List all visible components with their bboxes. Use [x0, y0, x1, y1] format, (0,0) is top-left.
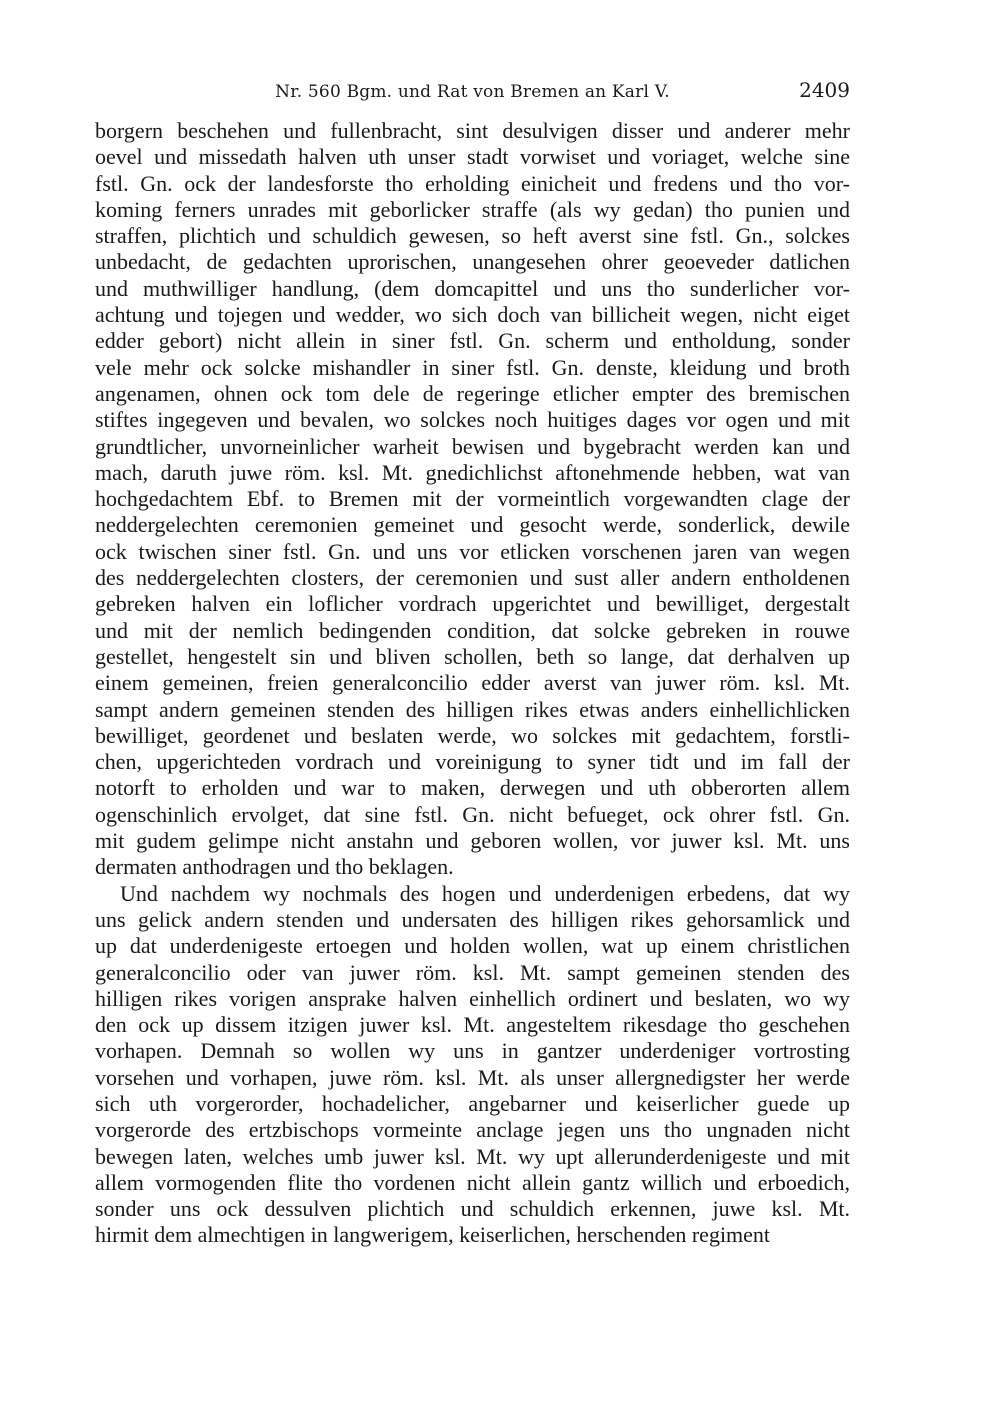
body-text	[95, 118, 850, 1249]
text-line: koming ferners unrades mit geborlicker straffe (als wy gedan) tho punien und	[95, 196, 850, 222]
text-line: edder gebort) nicht allein in siner fstl. Gn. scherm und entholdung, sonder	[95, 328, 850, 354]
text-line: straffen, plichtich und schuldich gewesen, so heft averst sine fstl. Gn., solckes	[95, 223, 850, 249]
text-line: uns gelick andern stenden und undersaten des hilligen rikes gehorsamlick und	[95, 906, 850, 932]
text-line: mach, daruth juwe röm. ksl. Mt. gnedichlichst aftonehmende hebben, wat van	[95, 459, 850, 485]
page-number: 2409	[799, 78, 850, 102]
text-line: allem vormogenden flite tho vordenen nicht allein gantz willich und erboedich,	[95, 1169, 850, 1195]
text-line: gestellet, hengestelt sin und bliven schollen, beth so lange, dat derhalven up	[95, 643, 850, 669]
text-line: up dat underdenigeste ertoegen und holden wollen, wat up einem christlichen	[95, 933, 850, 959]
text-line: chen, upgerichteden vordrach und voreinigung to syner tidt und im fall der	[95, 749, 850, 775]
text-line: vele mehr ock solcke mishandler in siner fstl. Gn. denste, kleidung und broth	[95, 354, 850, 380]
text-line: den ock up dissem itzigen juwer ksl. Mt. angesteltem rikesdage tho geschehen	[95, 1012, 850, 1038]
text-line: hilligen rikes vorigen ansprake halven einhellich ordinert und beslaten, wo wy	[95, 985, 850, 1011]
running-head	[95, 78, 850, 108]
text-line: neddergelechten ceremonien gemeinet und gesocht werde, sonderlick, dewile	[95, 512, 850, 538]
text-line: vorsehen und vorhapen, juwe röm. ksl. Mt. als unser allergnedigster her werde	[95, 1064, 850, 1090]
text-line: und mit der nemlich bedingenden condition, dat solcke gebreken in rouwe	[95, 617, 850, 643]
text-line: stiftes ingegeven und bevalen, wo solckes noch huitiges dages vor ogen und mit	[95, 407, 850, 433]
text-line: generalconcilio oder van juwer röm. ksl. Mt. sampt gemeinen stenden des	[95, 959, 850, 985]
text-line: unbedacht, de gedachten uprorischen, unangesehen ohrer geoeveder datlichen	[95, 249, 850, 275]
text-line: borgern beschehen und fullenbracht, sint desulvigen disser und anderer mehr	[95, 118, 850, 143]
text-line: bewilliget, geordenet und beslaten werde, wo solckes mit gedachtem, forstli-	[95, 722, 850, 748]
text-line: und muthwilliger handlung, (dem domcapittel und uns tho sunderlicher vor-	[95, 275, 850, 301]
paragraph	[95, 881, 850, 1249]
text-line: grundtlicher, unvorneinlicher warheit bewisen und bygebracht werden kan und	[95, 433, 850, 459]
text-line: sonder uns ock dessulven plichtich und schuldich erkennen, juwe ksl. Mt.	[95, 1196, 850, 1222]
text-line: oevel und missedath halven uth unser stadt vorwiset und voriaget, welche sine	[95, 144, 850, 170]
text-line: bewegen laten, welches umb juwer ksl. Mt. wy upt allerunderdenigeste und mit	[95, 1143, 850, 1169]
text-line: dermaten anthodragen und tho beklagen.	[95, 854, 454, 880]
text-line: vorhapen. Demnah so wollen wy uns in gantzer underdeniger vortrosting	[95, 1038, 850, 1064]
text-line: hochgedachtem Ebf. to Bremen mit der vormeintlich vorgewandten clage der	[95, 486, 850, 512]
running-title: Nr. 560 Bgm. und Rat von Bremen an Karl V.	[275, 82, 670, 102]
text-line: Und nachdem wy nochmals des hogen und underdenigen erbedens, dat wy	[120, 880, 850, 906]
paragraph	[95, 118, 850, 881]
text-line: ogenschinlich ervolget, dat sine fstl. Gn. nicht befueget, ock ohrer fstl. Gn.	[95, 801, 850, 827]
text-line: sich uth vorgerorder, hochadelicher, angebarner und keiserlicher guede up	[95, 1090, 850, 1116]
text-line: gebreken halven ein loflicher vordrach upgerichtet und bewilliget, dergestalt	[95, 591, 850, 617]
text-line: angenamen, ohnen ock tom dele de regeringe etlicher empter des bremischen	[95, 380, 850, 406]
text-line: hirmit dem almechtigen in langwerigem, keiserlichen, herschenden regiment	[95, 1222, 771, 1248]
text-line: mit gudem gelimpe nicht anstahn und geboren wollen, vor juwer ksl. Mt. uns	[95, 828, 850, 854]
text-line: einem gemeinen, freien generalconcilio edder averst van juwer röm. ksl. Mt.	[95, 670, 850, 696]
text-line: des neddergelechten closters, der ceremonien und sust aller andern entholdenen	[95, 565, 850, 591]
text-line: achtung und tojegen und wedder, wo sich doch van billicheit wegen, nicht eiget	[95, 302, 850, 328]
text-line: sampt andern gemeinen stenden des hilligen rikes etwas anders einhellichlicken	[95, 696, 850, 722]
text-line: vorgerorde des ertzbischops vormeinte anclage jegen uns tho ungnaden nicht	[95, 1117, 850, 1143]
text-line: fstl. Gn. ock der landesforste tho erholding einicheit und fredens und tho vor-	[95, 170, 850, 196]
text-line: ock twischen siner fstl. Gn. und uns vor etlicken vorschenen jaren van wegen	[95, 538, 850, 564]
text-line: notorft to erholden und war to maken, derwegen und uth obberorten allem	[95, 775, 850, 801]
